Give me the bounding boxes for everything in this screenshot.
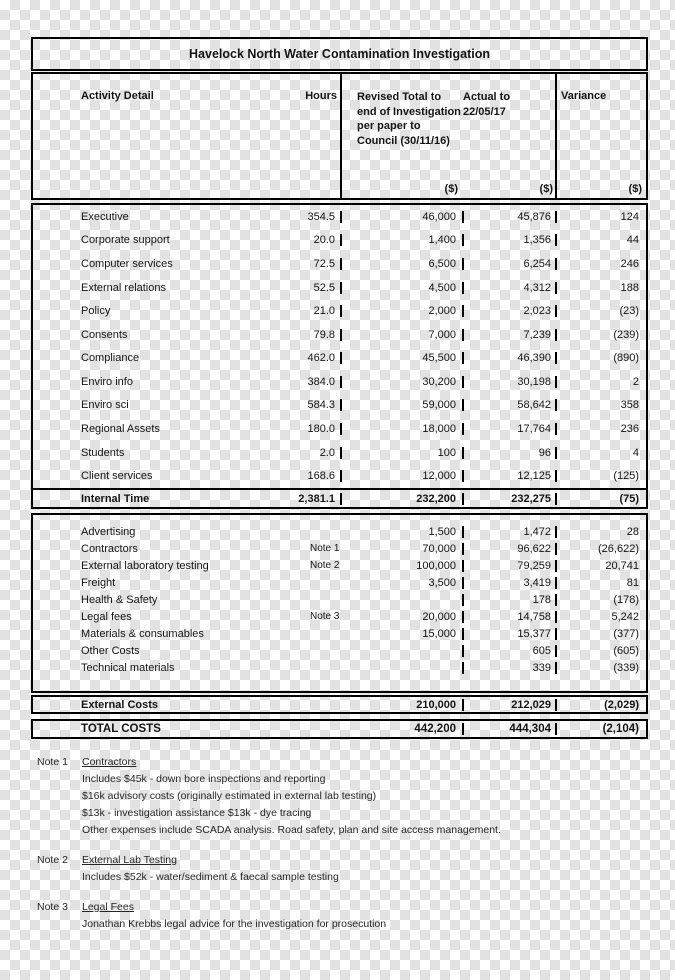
table-row [33, 625, 646, 642]
note-ref [310, 662, 376, 674]
table-row [33, 211, 646, 223]
actual-value: 15,377 [462, 628, 555, 640]
activity-label: Freight [81, 577, 116, 590]
variance-value: (239) [555, 329, 644, 341]
table-row [33, 258, 646, 270]
actual-value: 178 [462, 594, 555, 606]
activity-label: Policy [81, 305, 111, 318]
revised-value: 6,500 [340, 258, 462, 270]
variance-value: 246 [555, 258, 644, 270]
note-ref-empty [310, 699, 376, 711]
table-row [33, 447, 646, 459]
actual-value: 7,239 [462, 329, 555, 341]
table-row [33, 234, 646, 246]
revised-value: 1,400 [340, 234, 462, 246]
total-label: External Costs [81, 698, 159, 711]
actual-value: 46,390 [462, 352, 555, 364]
note-line: $13k - investigation assistance $13k - dye tracing [82, 807, 312, 819]
note-line: Includes $52k - water/sediment & faecal sample testing [82, 871, 339, 883]
variance-value: (339) [555, 662, 644, 674]
actual-value: 14,758 [462, 611, 555, 623]
note-ref: Note 1 [310, 543, 340, 555]
note-ref [310, 628, 376, 640]
activity-label: Computer services [81, 257, 173, 270]
note-id: Note 1 [37, 756, 68, 768]
note-3 [37, 899, 647, 933]
actual-value: 30,198 [462, 376, 555, 388]
total-label: TOTAL COSTS [81, 723, 161, 735]
variance-value: 188 [555, 282, 644, 294]
internal-time-total-row [31, 490, 648, 509]
note-line: Jonathan Krebbs legal advice for the investigation for prosecution [82, 918, 387, 930]
page-title: Havelock North Water Contamination Investigation [189, 47, 490, 61]
hours-value: 384.0 [307, 375, 335, 388]
variance-value: 81 [555, 577, 644, 589]
note-line: Includes $45k - down bore inspections and reporting [82, 773, 326, 785]
column-header-revised: Revised Total to end of Investigation per paper to Council (30/11/16) [357, 91, 461, 147]
revised-value: 18,000 [340, 423, 462, 435]
activity-label: Technical materials [81, 661, 175, 674]
variance-value: 28 [555, 526, 644, 538]
variance-value: (26,622) [555, 543, 644, 555]
actual-value: 12,125 [462, 470, 555, 482]
external-rows-section [31, 513, 648, 693]
actual-value: 17,764 [462, 423, 555, 435]
actual-value: 6,254 [462, 258, 555, 270]
note-line: $16k advisory costs (originally estimated in external lab testing) [82, 790, 377, 802]
actual-value: 1,356 [462, 234, 555, 246]
variance-value: 5,242 [555, 611, 644, 623]
revised-value: 100 [340, 447, 462, 459]
notes-section [37, 754, 647, 946]
variance-value: (890) [555, 352, 644, 364]
revised-value: 15,000 [422, 627, 456, 640]
variance-total: (75) [555, 493, 644, 505]
note-2 [37, 852, 647, 886]
variance-value: 124 [555, 211, 644, 223]
activity-label: Corporate support [81, 234, 170, 247]
revised-value: 45,500 [340, 352, 462, 364]
actual-value: 2,023 [462, 305, 555, 317]
activity-label: Students [81, 446, 125, 459]
hours-value: 79.8 [313, 328, 335, 341]
activity-label: Other Costs [81, 644, 140, 657]
activity-label: Legal fees [81, 610, 132, 623]
table-row [33, 470, 646, 482]
table-row [33, 399, 646, 411]
hours-value: 584.3 [307, 399, 335, 412]
actual-value: 58,642 [462, 399, 555, 411]
variance-value: 20,741 [555, 560, 644, 572]
note-id: Note 3 [37, 901, 68, 913]
table-row [33, 423, 646, 435]
table-row [33, 376, 646, 388]
column-header-activity: Activity Detail [81, 90, 154, 102]
note-1 [37, 754, 647, 839]
actual-value: 79,259 [462, 560, 555, 572]
revised-value [376, 594, 456, 606]
hours-value: 52.5 [313, 281, 335, 294]
note-ref: Note 3 [310, 610, 340, 622]
table-row [33, 352, 646, 364]
actual-value: 605 [462, 645, 555, 657]
revised-value: 12,000 [340, 470, 462, 482]
revised-total: 210,000 [416, 698, 456, 711]
column-header-actual: Actual to 22/05/17 [463, 91, 511, 118]
hours-value: 21.0 [313, 305, 335, 318]
hours-value: 462.0 [307, 352, 335, 365]
revised-value: 3,500 [428, 577, 456, 590]
revised-value: 30,200 [340, 376, 462, 388]
table-row [33, 329, 646, 341]
activity-label: Contractors [81, 543, 138, 556]
currency-label: ($) [628, 183, 642, 195]
revised-value: 20,000 [422, 610, 456, 623]
hours-value: 72.5 [313, 257, 335, 270]
activity-label: External laboratory testing [81, 560, 209, 573]
actual-total: 444,304 [462, 723, 555, 735]
revised-value: 70,000 [422, 543, 456, 556]
variance-value: (125) [555, 470, 644, 482]
table-row [33, 541, 646, 558]
actual-value: 339 [462, 662, 555, 674]
table-row [33, 558, 646, 575]
note-heading: Legal Fees [82, 901, 134, 913]
internal-rows-section [31, 203, 648, 490]
actual-value: 96,622 [462, 543, 555, 555]
table-row [33, 592, 646, 609]
actual-value: 45,876 [462, 211, 555, 223]
currency-label: ($) [539, 183, 553, 195]
revised-value: 4,500 [340, 282, 462, 294]
column-divider [555, 74, 557, 198]
actual-value: 96 [462, 447, 555, 459]
document-title-box [31, 37, 648, 71]
revised-value [376, 645, 456, 657]
table-row [33, 305, 646, 317]
hours-value: 180.0 [307, 422, 335, 435]
note-ref [310, 526, 376, 538]
table-row [33, 575, 646, 592]
actual-value: 4,312 [462, 282, 555, 294]
actual-total: 232,275 [462, 493, 555, 505]
variance-total: (2,029) [555, 699, 644, 711]
note-ref [310, 645, 376, 657]
variance-value: (178) [555, 594, 644, 606]
revised-total: 442,200 [414, 723, 456, 735]
activity-label: Health & Safety [81, 594, 158, 606]
table-row [33, 659, 646, 676]
activity-label: Enviro info [81, 375, 133, 388]
total-label: Internal Time [81, 492, 150, 505]
external-costs-total-row [31, 695, 648, 714]
variance-value: (23) [555, 305, 644, 317]
column-header-variance: Variance [561, 90, 607, 102]
activity-label: Client services [81, 470, 153, 483]
note-ref [310, 577, 376, 589]
revised-value: 59,000 [340, 399, 462, 411]
activity-label: Regional Assets [81, 422, 160, 435]
table-row [33, 282, 646, 294]
actual-value: 3,419 [462, 577, 555, 589]
revised-total: 232,200 [340, 493, 462, 505]
variance-value: 4 [555, 447, 644, 459]
note-line: Other expenses include SCADA analysis. Road safety, plan and site access management. [82, 824, 501, 836]
revised-value [376, 662, 456, 674]
table-header [31, 72, 648, 200]
hours-value: 2.0 [319, 446, 335, 459]
revised-value: 100,000 [416, 560, 456, 573]
activity-label: Executive [81, 210, 129, 223]
variance-value: 358 [555, 399, 644, 411]
activity-label: Materials & consumables [81, 627, 204, 640]
note-id: Note 2 [37, 854, 68, 866]
currency-label: ($) [444, 183, 458, 195]
table-row [33, 524, 646, 541]
actual-value: 1,472 [462, 526, 555, 538]
variance-total: (2,104) [555, 723, 644, 735]
variance-value: (377) [555, 628, 644, 640]
hours-total: 2,381.1 [298, 492, 335, 505]
revised-value: 2,000 [340, 305, 462, 317]
note-heading: Contractors [82, 756, 137, 768]
activity-label: Compliance [81, 352, 140, 365]
variance-value: 2 [555, 376, 644, 388]
column-divider [340, 74, 342, 198]
column-header-hours: Hours [305, 90, 337, 102]
note-ref [310, 594, 376, 606]
hours-value: 20.0 [313, 234, 335, 247]
activity-label: Enviro sci [81, 399, 129, 412]
note-ref-empty [310, 723, 376, 735]
grand-total-row [31, 719, 648, 739]
revised-value: 1,500 [428, 526, 456, 539]
activity-label: Consents [81, 328, 128, 341]
table-row [33, 642, 646, 659]
revised-value: 46,000 [340, 211, 462, 223]
hours-value: 168.6 [307, 470, 335, 483]
note-ref: Note 2 [310, 560, 340, 572]
variance-value: (605) [555, 645, 644, 657]
note-heading: External Lab Testing [82, 854, 177, 866]
revised-value: 7,000 [340, 329, 462, 341]
table-row [33, 608, 646, 625]
activity-label: External relations [81, 281, 166, 294]
hours-value: 354.5 [307, 210, 335, 223]
activity-label: Advertising [81, 526, 136, 539]
variance-value: 44 [555, 234, 644, 246]
variance-value: 236 [555, 423, 644, 435]
actual-total: 212,029 [462, 699, 555, 711]
